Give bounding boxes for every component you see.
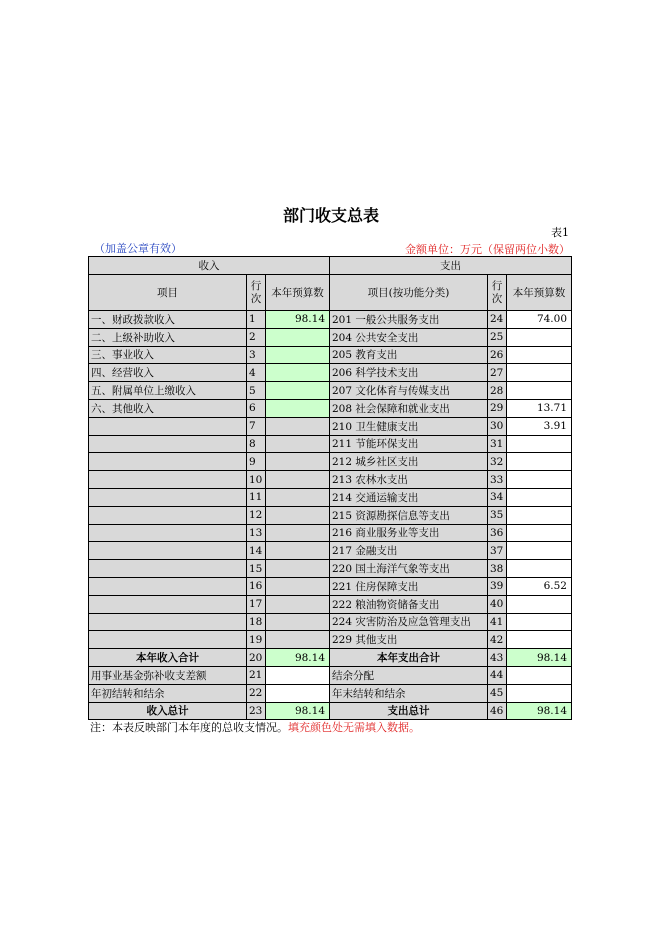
income-budget-value[interactable] [266,399,330,417]
expense-budget-value[interactable] [507,488,572,506]
expense-budget-value[interactable] [507,364,572,382]
income-item-header: 项目 [89,275,247,311]
table-row [89,435,572,453]
income-item-label: 三、事业收入 [89,346,247,364]
expense-item-label: 224 灾害防治及应急管理支出 [330,613,488,631]
page-title: 部门收支总表 [282,206,379,225]
expense-budget-value[interactable] [507,435,572,453]
income-grand-total-value[interactable]: 98.14 [266,702,330,720]
expense-item-label: 213 农林水支出 [330,471,488,489]
table-row [89,488,572,506]
income-item-label [89,542,247,560]
line-number: 25 [488,328,507,346]
expense-item-label: 208 社会保障和就业支出 [330,399,488,417]
expense-item-label: 220 国土海洋气象等支出 [330,560,488,578]
expense-budget-value[interactable] [507,328,572,346]
expense-item-label: 207 文化体育与传媒支出 [330,382,488,400]
line-number: 36 [488,524,507,542]
expense-budget-value[interactable] [507,631,572,649]
expense-budget-header: 本年预算数 [507,275,572,311]
income-budget-value[interactable] [266,542,330,560]
line-number: 4 [247,364,266,382]
income-item-label: 二、上级补助收入 [89,328,247,346]
budget-summary-table [88,256,572,720]
expense-budget-value[interactable]: 3.91 [507,417,572,435]
income-item-label [89,488,247,506]
expense-budget-value[interactable] [507,613,572,631]
expense-budget-value[interactable] [507,453,572,471]
table-row [89,453,572,471]
income-item-label [89,435,247,453]
expense-budget-value[interactable] [507,560,572,578]
line-number: 46 [488,702,507,720]
table-row [89,417,572,435]
line-number: 26 [488,346,507,364]
table-row [89,311,572,329]
line-number: 6 [247,399,266,417]
table-row [89,631,572,649]
expense-item-label: 206 科学技术支出 [330,364,488,382]
expense-line-header: 行次 [488,275,507,311]
line-number: 38 [488,560,507,578]
income-budget-value[interactable] [266,595,330,613]
line-number: 32 [488,453,507,471]
table-row [89,595,572,613]
unit-note: 金额单位：万元（保留两位小数） [405,243,570,256]
income-budget-value[interactable] [266,453,330,471]
line-number: 33 [488,471,507,489]
ending-balance-value[interactable] [507,684,572,702]
line-number: 24 [488,311,507,329]
table-row [89,613,572,631]
expense-budget-value[interactable] [507,346,572,364]
expense-item-label: 221 住房保障支出 [330,577,488,595]
expense-item-label: 216 商业服务业等支出 [330,524,488,542]
line-number: 16 [247,577,266,595]
line-number: 27 [488,364,507,382]
income-budget-value[interactable] [266,328,330,346]
income-item-label [89,417,247,435]
line-number: 17 [247,595,266,613]
table-row [89,399,572,417]
line-number: 10 [247,471,266,489]
income-item-label [89,506,247,524]
line-number: 34 [488,488,507,506]
footnote-fill-note: 填充颜色处无需填入数据。 [288,721,420,734]
expense-item-label: 229 其他支出 [330,631,488,649]
table-row [89,364,572,382]
surplus-allocation-label: 结余分配 [330,666,488,684]
income-budget-value[interactable] [266,382,330,400]
line-number: 41 [488,613,507,631]
line-number: 42 [488,631,507,649]
line-number: 29 [488,399,507,417]
income-item-label [89,577,247,595]
expense-item-label: 214 交通运输支出 [330,488,488,506]
income-item-label [89,595,247,613]
table-row [89,382,572,400]
table-row [89,577,572,595]
table-row [89,328,572,346]
expense-grand-total-value[interactable]: 98.14 [507,702,572,720]
line-number: 45 [488,684,507,702]
year-expense-total-value[interactable]: 98.14 [507,649,572,667]
line-number: 23 [247,702,266,720]
line-number: 44 [488,666,507,684]
line-number: 2 [247,328,266,346]
table-number: 表1 [551,226,569,239]
income-budget-value[interactable] [266,560,330,578]
income-item-label: 一、财政拨款收入 [89,311,247,329]
income-item-label: 六、其他收入 [89,399,247,417]
line-number: 40 [488,595,507,613]
line-number: 21 [247,666,266,684]
line-number: 28 [488,382,507,400]
line-number: 19 [247,631,266,649]
footnote [90,719,420,735]
year-expense-total-label: 本年支出合计 [330,649,488,667]
beginning-balance-value[interactable] [266,684,330,702]
expense-item-label: 217 金融支出 [330,542,488,560]
line-number: 18 [247,613,266,631]
income-budget-value[interactable] [266,471,330,489]
line-number: 3 [247,346,266,364]
expense-budget-value[interactable]: 74.00 [507,311,572,329]
line-number: 9 [247,453,266,471]
income-item-label [89,631,247,649]
line-number: 37 [488,542,507,560]
table-row [89,471,572,489]
seal-note: （加盖公章有效） [94,242,182,255]
surplus-allocation-value[interactable] [507,666,572,684]
line-number: 31 [488,435,507,453]
table-row [89,524,572,542]
expense-budget-value[interactable]: 6.52 [507,577,572,595]
income-item-label: 五、附属单位上缴收入 [89,382,247,400]
line-number: 14 [247,542,266,560]
expense-item-label: 210 卫生健康支出 [330,417,488,435]
income-budget-value[interactable] [266,346,330,364]
expense-item-label: 212 城乡社区支出 [330,453,488,471]
expense-item-label: 222 粮油物资储备支出 [330,595,488,613]
income-budget-value[interactable] [266,435,330,453]
expense-item-label: 204 公共安全支出 [330,328,488,346]
expense-item-label: 205 教育支出 [330,346,488,364]
income-budget-value[interactable] [266,524,330,542]
income-section-header: 收入 [89,257,330,275]
table-row [89,542,572,560]
expense-grand-total-label: 支出总计 [330,702,488,720]
income-budget-value[interactable] [266,488,330,506]
expense-budget-value[interactable] [507,524,572,542]
expense-item-label: 215 资源勘探信息等支出 [330,506,488,524]
income-line-header: 行次 [247,275,266,311]
income-budget-value[interactable] [266,417,330,435]
income-item-label [89,453,247,471]
line-number: 30 [488,417,507,435]
line-number: 11 [247,488,266,506]
income-item-label [89,524,247,542]
income-budget-value[interactable] [266,506,330,524]
expense-budget-value[interactable] [507,595,572,613]
income-item-label: 四、经营收入 [89,364,247,382]
income-budget-value[interactable] [266,364,330,382]
table-row [89,560,572,578]
line-number: 7 [247,417,266,435]
expense-budget-value[interactable]: 13.71 [507,399,572,417]
income-budget-value[interactable] [266,631,330,649]
income-budget-value[interactable]: 98.14 [266,311,330,329]
line-number: 8 [247,435,266,453]
expense-budget-value[interactable] [507,382,572,400]
income-item-label [89,560,247,578]
footnote-text: 注：本表反映部门本年度的总收支情况。 [90,721,288,734]
expense-item-label: 211 节能环保支出 [330,435,488,453]
line-number: 22 [247,684,266,702]
ending-balance-label: 年末结转和结余 [330,684,488,702]
line-number: 39 [488,577,507,595]
income-budget-header: 本年预算数 [266,275,330,311]
line-number: 15 [247,560,266,578]
line-number: 13 [247,524,266,542]
expense-item-label: 201 一般公共服务支出 [330,311,488,329]
year-income-total-value[interactable]: 98.14 [266,649,330,667]
line-number: 20 [247,649,266,667]
table-row [89,506,572,524]
line-number: 1 [247,311,266,329]
expense-section-header: 支出 [330,257,572,275]
line-number: 35 [488,506,507,524]
line-number: 43 [488,649,507,667]
income-item-label [89,613,247,631]
fund-balance-value[interactable] [266,666,330,684]
income-budget-value[interactable] [266,613,330,631]
table-row [89,346,572,364]
expense-budget-value[interactable] [507,506,572,524]
year-income-total-label: 本年收入合计 [89,649,247,667]
fund-balance-label: 用事业基金弥补收支差额 [89,666,247,684]
income-grand-total-label: 收入总计 [89,702,247,720]
expense-item-header: 项目(按功能分类) [330,275,488,311]
line-number: 12 [247,506,266,524]
beginning-balance-label: 年初结转和结余 [89,684,247,702]
expense-budget-value[interactable] [507,471,572,489]
expense-budget-value[interactable] [507,542,572,560]
income-budget-value[interactable] [266,577,330,595]
line-number: 5 [247,382,266,400]
income-item-label [89,471,247,489]
